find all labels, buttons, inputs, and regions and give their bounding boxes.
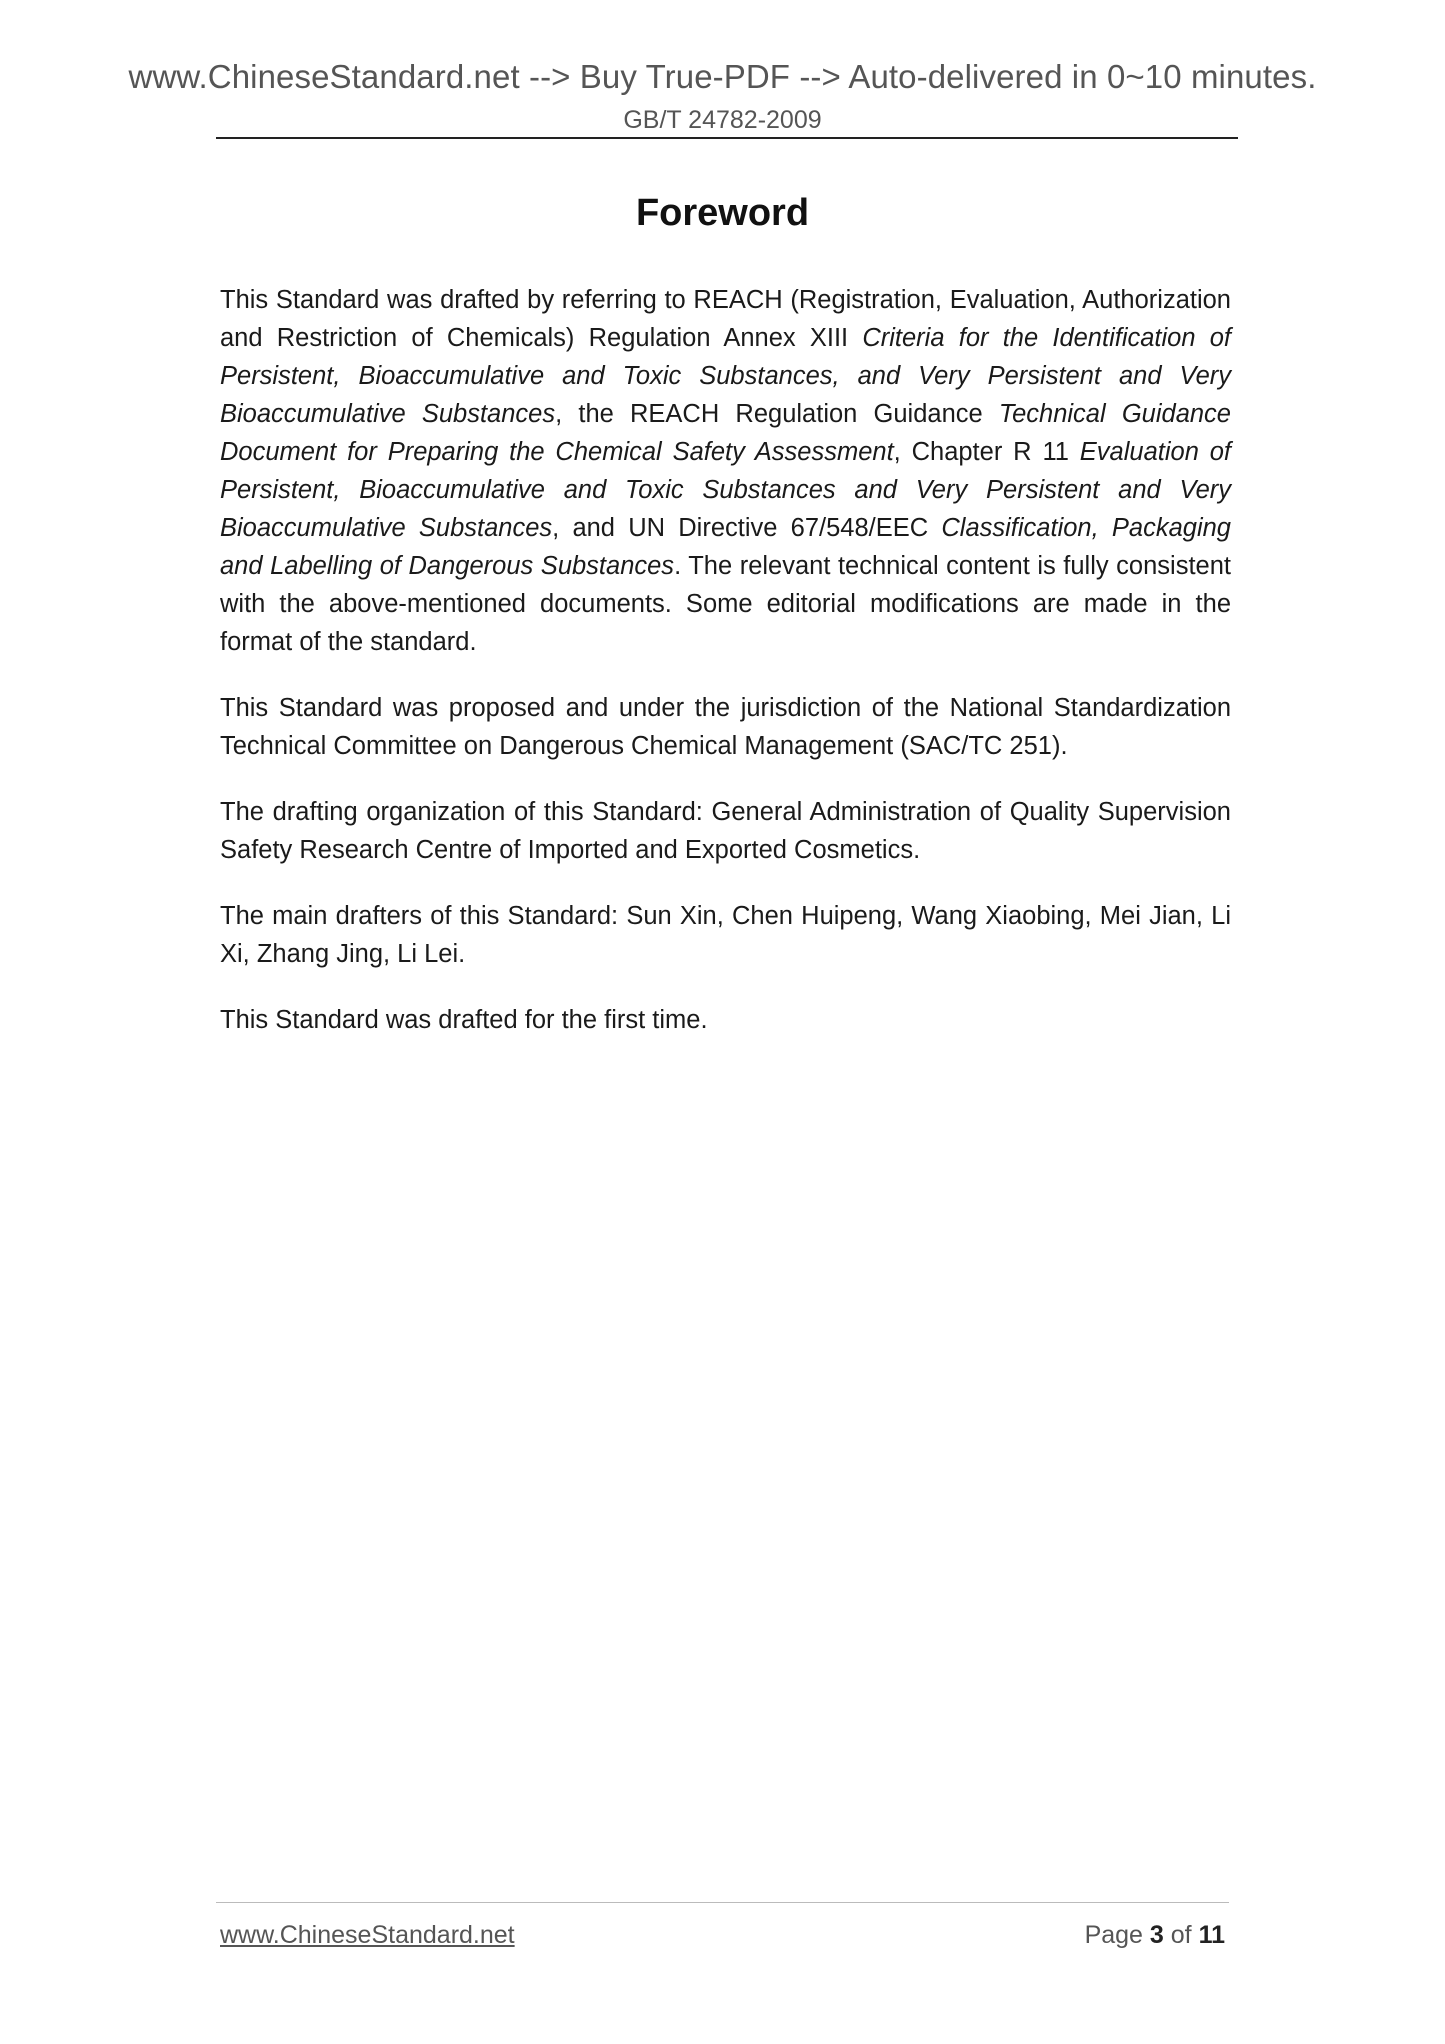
p1-text-1: This Standard was drafted by referring to REACH (Registration, Evaluation, Authorization and Restriction of Chemicals) Regulation Annex XIII <box>220 286 1231 352</box>
header-divider <box>216 137 1238 139</box>
foreword-body <box>220 281 1231 1067</box>
p1-text-5: . The relevant technical content is fully consistent with the above-mentioned documents. Some editorial modifications are made in the format of the standard. <box>220 552 1231 656</box>
page-title: Foreword <box>635 192 810 234</box>
foreword-paragraph-2: This Standard was proposed and under the jurisdiction of the National Standardization Technical Committee on Dangerous Chemical Management (SAC/TC 251). <box>220 694 1231 760</box>
page-prefix: Page <box>1084 1921 1150 1949</box>
page-total: 11 <box>1198 1921 1225 1949</box>
footer-divider <box>216 1902 1229 1903</box>
page-current: 3 <box>1149 1921 1164 1949</box>
foreword-paragraph-4: The main drafters of this Standard: Sun Xin, Chen Huipeng, Wang Xiaobing, Mei Jian, Li Xi, Zhang Jing, Li Lei. <box>220 902 1231 968</box>
footer-website-link[interactable]: www.ChineseStandard.net <box>220 1921 515 1949</box>
p1-text-3: , Chapter R 11 <box>893 438 1080 466</box>
p1-italic-4: Classification, Packaging and Labelling of Dangerous Substances <box>220 514 1231 580</box>
p1-text-2: , the REACH Regulation Guidance <box>555 400 999 428</box>
foreword-paragraph-1 <box>220 281 1231 661</box>
page-banner: www.ChineseStandard.net --> Buy True-PDF --> Auto-delivered in 0~10 minutes. <box>128 58 1317 95</box>
p1-italic-3: Evaluation of Persistent, Bioaccumulative and Toxic Substances and Very Persistent and Very Bioaccumulative Substances <box>220 438 1232 542</box>
page-of: of <box>1163 1921 1199 1949</box>
foreword-paragraph-5: This Standard was drafted for the first time. <box>220 1006 708 1034</box>
p1-text-4: , and UN Directive 67/548/EEC <box>552 514 942 542</box>
p1-italic-2: Technical Guidance Document for Preparing the Chemical Safety Assessment <box>220 400 1231 466</box>
page-number <box>1085 1921 1225 1950</box>
p1-italic-1: Criteria for the Identification of Persistent, Bioaccumulative and Toxic Substances, and Very Persistent and Very Bioaccumulative Substances <box>220 324 1232 428</box>
foreword-paragraph-3: The drafting organization of this Standard: General Administration of Quality Supervision Safety Research Centre of Imported and Exported Cosmetics. <box>220 798 1231 864</box>
document-code: GB/T 24782-2009 <box>623 106 822 134</box>
